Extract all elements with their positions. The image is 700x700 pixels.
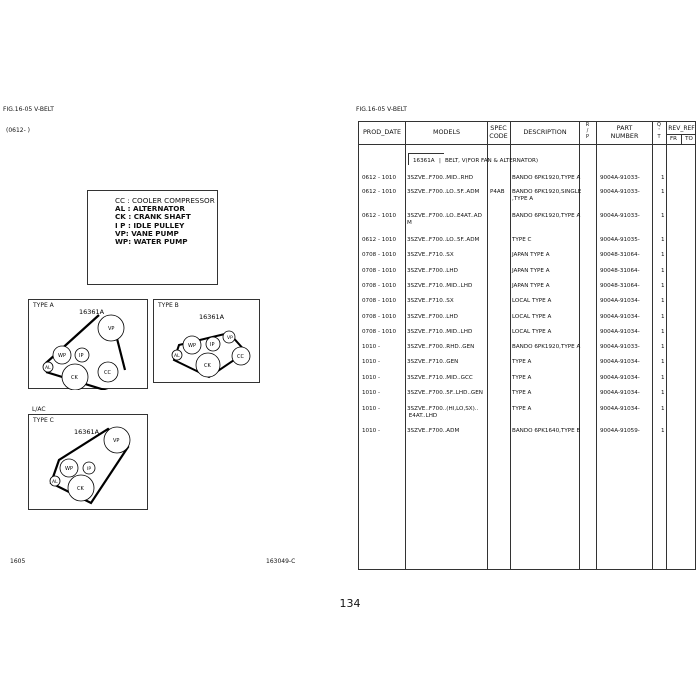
row-description: LOCAL TYPE A	[512, 298, 552, 304]
row-qty: 1	[661, 359, 665, 365]
type-c-belt-routing	[29, 415, 149, 511]
type-b-ip: IP	[210, 342, 215, 348]
legend-line: AL : ALTERNATOR	[115, 204, 185, 214]
belt-diagram-type-b	[153, 299, 260, 383]
row-qty: 1	[661, 406, 665, 412]
row-models: 3SZVE..F700..LO..5F..ADM	[407, 237, 480, 243]
row-part-number: 9004A-91035-	[600, 237, 640, 243]
row-part-number: 9004A-91033-	[600, 213, 640, 219]
row-models: 3SZVE..F710..SX	[407, 252, 454, 258]
row-part-number: 9004A-91034-	[600, 298, 640, 304]
type-c-label: TYPE C	[33, 417, 54, 424]
type-c-part-number: 16361A	[74, 428, 100, 436]
group-part-number: 16361A	[413, 158, 435, 164]
parts-table	[358, 121, 696, 570]
header-rp: R / P	[585, 122, 590, 140]
row-qty: 1	[661, 237, 665, 243]
type-a-cc: CC	[104, 370, 111, 376]
row-part-number: 9004A-91034-	[600, 314, 640, 320]
row-description: LOCAL TYPE A	[512, 329, 552, 335]
row-description: TYPE A	[512, 375, 532, 381]
left-footer-page-code: 1605	[10, 558, 26, 565]
type-b-vp: VP	[227, 336, 233, 341]
type-c-section-label: L/AC	[32, 406, 46, 413]
row-description: JAPAN TYPE A	[512, 252, 550, 258]
row-part-number: 9004A-91059-	[600, 428, 640, 434]
type-a-belt-routing	[29, 300, 149, 390]
row-prod-date: 1010 -	[362, 359, 381, 365]
type-a-vp: VP	[108, 326, 115, 332]
row-prod-date: 0612 - 1010	[362, 175, 397, 181]
row-models: 3SZVE..F700..RHD..GEN	[407, 344, 475, 350]
row-qty: 1	[661, 314, 665, 320]
left-date-range: (0612- )	[6, 127, 31, 134]
row-description: TYPE A	[512, 406, 532, 412]
row-qty: 1	[661, 175, 665, 181]
row-part-number: 9004A-91034-	[600, 406, 640, 412]
row-prod-date: 1010 -	[362, 375, 381, 381]
row-models: 3SZVE..F700..ADM	[407, 428, 460, 434]
type-b-wp: WP	[188, 343, 196, 349]
type-a-part-number: 16361A	[79, 308, 105, 316]
row-part-number: 9004A-91033-	[600, 189, 640, 195]
row-qty: 1	[661, 298, 665, 304]
belt-diagram-type-c	[28, 414, 148, 510]
row-models: 3SZVE..F710..SX	[407, 298, 454, 304]
row-qty: 1	[661, 329, 665, 335]
row-qty: 1	[661, 189, 665, 195]
type-b-cc: CC	[237, 354, 244, 360]
belt-diagram-type-a	[28, 299, 148, 389]
row-qty: 1	[661, 375, 665, 381]
row-prod-date: 0612 - 1010	[362, 189, 397, 195]
header-description: DESCRIPTION	[523, 128, 567, 136]
row-qty: 1	[661, 390, 665, 396]
row-qty: 1	[661, 252, 665, 258]
row-description: LOCAL TYPE A	[512, 314, 552, 320]
row-prod-date: 0708 - 1010	[362, 283, 397, 289]
type-a-ip: IP	[79, 353, 84, 359]
row-models: 3SZVE..F700..5F..LHD..GEN	[407, 390, 483, 396]
abbreviation-legend	[87, 190, 218, 285]
page-number: 134	[339, 597, 361, 610]
row-description: BANDO 6PK1920,SINGLE ,TYPE A	[512, 189, 582, 202]
row-models: 3SZVE..F710..MID..GCC	[407, 375, 473, 381]
row-prod-date: 0708 - 1010	[362, 268, 397, 274]
row-models: 3SZVE..F700..LO..E4AT..AD M	[407, 213, 482, 226]
header-models: MODELS	[432, 128, 461, 136]
row-qty: 1	[661, 283, 665, 289]
row-prod-date: 0708 - 1010	[362, 298, 397, 304]
row-models: 3SZVE..F700..(HI,LO,SX).. E4AT..LHD	[407, 406, 479, 419]
legend-line: VP: VANE PUMP	[115, 228, 179, 238]
row-models: 3SZVE..F700..MID..RHD	[407, 175, 474, 181]
row-part-number: 90048-31064-	[600, 268, 640, 274]
row-qty: 1	[661, 428, 665, 434]
row-part-number: 90048-31064-	[600, 252, 640, 258]
row-description: BANDO 6PK1920,TYPE A	[512, 213, 581, 219]
type-a-label: TYPE A	[33, 302, 54, 309]
row-part-number: 9004A-91034-	[600, 359, 640, 365]
row-description: BANDO 6PK1920,TYPE A	[512, 344, 581, 350]
row-models: 3SZVE..F700..LHD	[407, 314, 458, 320]
header-rev-to: TO	[685, 136, 693, 142]
left-figure-title: FIG.16-05 V-BELT	[3, 106, 54, 113]
row-qty: 1	[661, 268, 665, 274]
header-spec-code: SPEC CODE	[489, 124, 508, 140]
row-part-number: 90048-31064-	[600, 283, 640, 289]
row-part-number: 9004A-91034-	[600, 329, 640, 335]
legend-line: WP: WATER PUMP	[115, 237, 188, 247]
row-prod-date: 0612 - 1010	[362, 213, 397, 219]
row-description: TYPE A	[512, 390, 532, 396]
row-description: BANDO 6PK1640,TYPE B	[512, 428, 581, 434]
row-description: BANDO 6PK1920,TYPE A	[512, 175, 581, 181]
group-separator: |	[439, 158, 441, 164]
row-part-number: 9004A-91033-	[600, 175, 640, 181]
right-figure-title: FIG.16-05 V-BELT	[356, 106, 407, 113]
row-part-number: 9004A-91034-	[600, 375, 640, 381]
row-qty: 1	[661, 344, 665, 350]
type-a-ck: CK	[71, 375, 78, 381]
header-qty: Q ' T	[657, 122, 661, 140]
type-c-ck: CK	[77, 486, 84, 492]
row-prod-date: 0708 - 1010	[362, 314, 397, 320]
row-description: TYPE C	[512, 237, 532, 243]
row-prod-date: 0708 - 1010	[362, 252, 397, 258]
row-models: 3SZVE..F700..LO..5F..ADM	[407, 189, 480, 195]
type-c-ip: IP	[87, 467, 92, 472]
type-c-al: AL	[52, 480, 58, 485]
header-rev-ref: REV_REF	[668, 125, 695, 132]
type-b-part-number: 16361A	[199, 313, 225, 321]
row-prod-date: 1010 -	[362, 428, 381, 434]
row-models: 3SZVE..F710..MID..LHD	[407, 329, 473, 335]
row-prod-date: 1010 -	[362, 406, 381, 412]
legend-line: CC : COOLER COMPRESSOR	[115, 196, 215, 205]
type-b-belt-routing	[154, 300, 261, 384]
row-part-number: 9004A-91034-	[600, 390, 640, 396]
row-description: JAPAN TYPE A	[512, 268, 550, 274]
header-part-number: PART NUMBER	[610, 124, 639, 140]
row-models: 3SZVE..F710..GEN	[407, 359, 459, 365]
row-qty: 1	[661, 213, 665, 219]
legend-line: CK : CRANK SHAFT	[115, 212, 191, 222]
row-description: JAPAN TYPE A	[512, 283, 550, 289]
row-description: TYPE A	[512, 359, 532, 365]
row-models: 3SZVE..F700..LHD	[407, 268, 458, 274]
type-b-al: AL	[174, 354, 180, 359]
type-a-wp: WP	[58, 353, 66, 359]
left-footer-figure-code: 163049-C	[266, 558, 296, 565]
type-b-label: TYPE B	[158, 302, 179, 309]
group-description: BELT, V(FOR FAN & ALTERNATOR)	[445, 158, 539, 164]
header-prod-date: PROD_DATE	[362, 128, 402, 136]
row-prod-date: 1010 -	[362, 344, 381, 350]
type-c-vp: VP	[113, 438, 120, 444]
type-c-wp: WP	[65, 466, 73, 472]
row-models: 3SZVE..F710..MID..LHD	[407, 283, 473, 289]
type-b-ck: CK	[204, 363, 211, 369]
row-prod-date: 0708 - 1010	[362, 329, 397, 335]
row-prod-date: 0612 - 1010	[362, 237, 397, 243]
header-rev-from: FR	[670, 136, 677, 142]
row-part-number: 9004A-91033-	[600, 344, 640, 350]
legend-line: I P : IDLE PULLEY	[115, 220, 185, 230]
row-spec-code: P4AB	[490, 189, 505, 195]
row-prod-date: 1010 -	[362, 390, 381, 396]
type-a-al: AL	[45, 366, 51, 371]
